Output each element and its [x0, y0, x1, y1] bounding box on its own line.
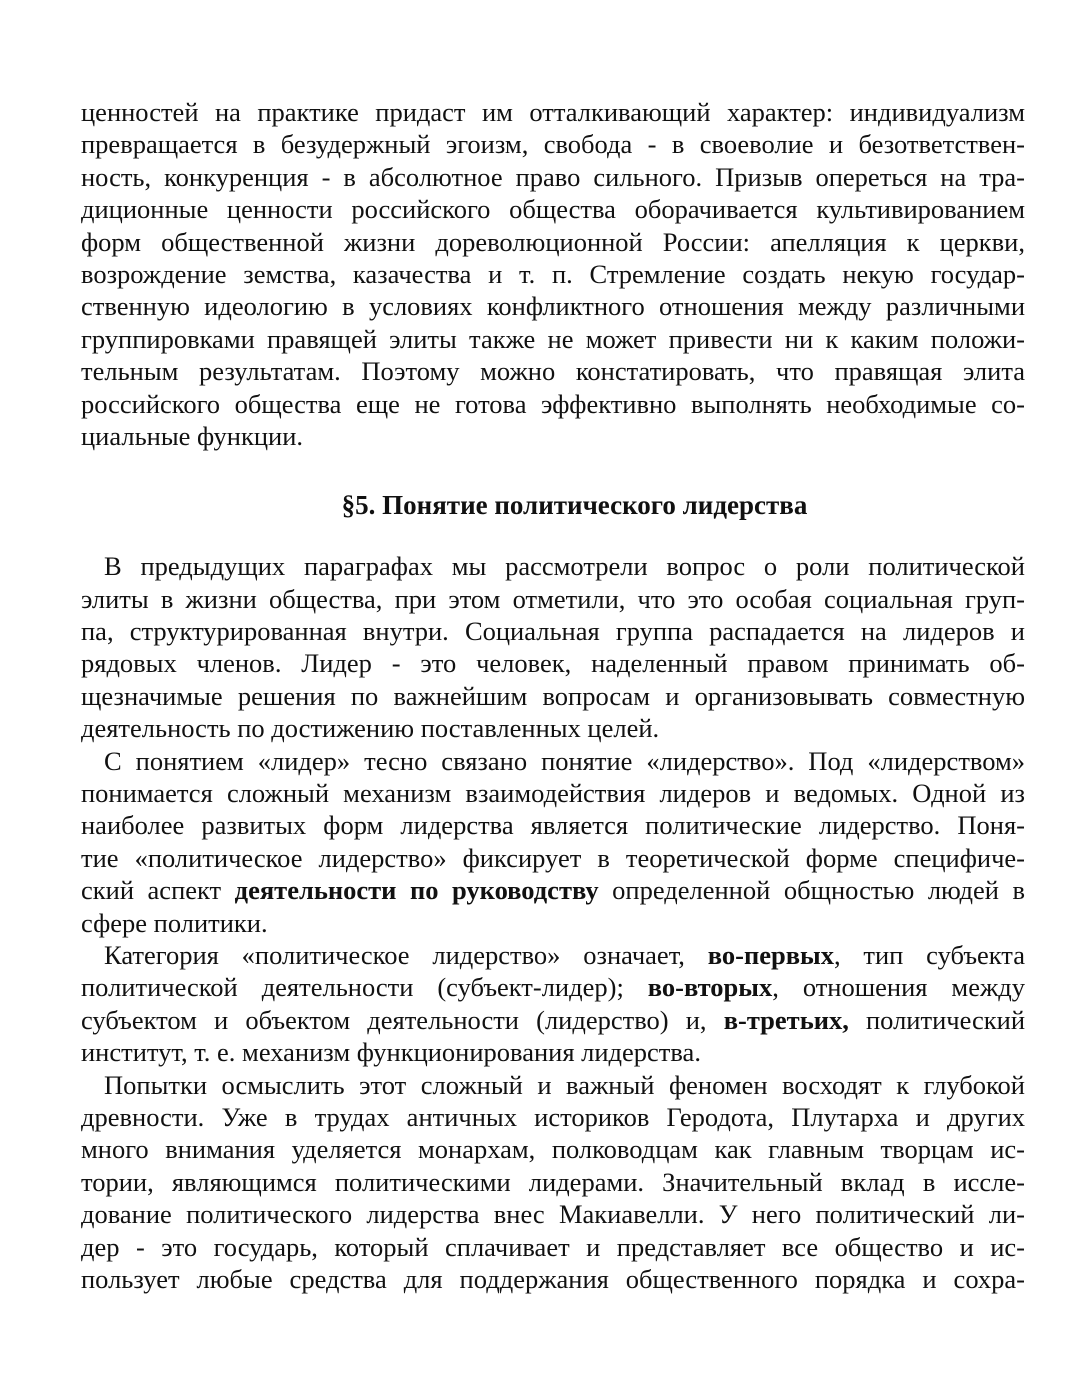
- text-line: щезначимые решения по важнейшим вопросам и организовывать совместную: [81, 680, 1025, 711]
- text-line: ственную идеологию в условиях конфликтного отношения между различными: [81, 291, 1025, 322]
- text-line: дер - это государь, который сплачивает и представляет все общество и ис-: [81, 1231, 1025, 1262]
- text-line: ценностей на практике придаст им отталкивающий характер: индивидуализм: [81, 97, 1025, 127]
- bold-term: в-третьих,: [723, 1004, 849, 1035]
- text-line: ность, конкуренция - в абсолютное право сильного. Призыв опереться на тра-: [81, 161, 1025, 192]
- text-line: группировками правящей элиты также не может привести ни к каким положи-: [81, 323, 1025, 354]
- text-run: , отношения между: [772, 972, 1025, 1003]
- text-line: тие «политическое лидерство» фиксирует в теоретической форме специфиче-: [81, 842, 1025, 873]
- text-line: циальные функции.: [81, 420, 304, 451]
- text-line: диционные ценности российского общества оборачивается культивированием: [81, 194, 1025, 225]
- text-line: [81, 939, 1025, 971]
- text-line: российского общества еще не готова эффективно выполнять необходимые со-: [81, 388, 1025, 419]
- text-run: определенной общностью людей в: [598, 875, 1025, 906]
- text-line: возрождение земства, казачества и т. п. Стремление создать некую государ-: [81, 258, 1025, 289]
- text-run: субъектом и объектом деятельности (лидерство) и,: [81, 1004, 724, 1035]
- text-line: [81, 971, 1025, 1003]
- bold-term: во-первых: [707, 939, 834, 970]
- text-line: па, структурированная внутри. Социальная группа распадается на лидеров и: [81, 616, 1025, 647]
- text-line: [81, 1004, 1025, 1036]
- text-line: элиты в жизни общества, при этом отметили, что это особая социальная груп-: [81, 583, 1025, 614]
- text-line: Попытки осмыслить этот сложный и важный феномен восходят к глубокой: [104, 1069, 1025, 1100]
- paragraph-1: [81, 550, 1025, 744]
- text-line: С понятием «лидер» тесно связано понятие «лидерство». Под «лидерством»: [104, 745, 1025, 776]
- text-line: древности. Уже в трудах античных историков Геродота, Плутарха и других: [81, 1101, 1025, 1132]
- page-body: [81, 96, 1025, 1295]
- paragraph-2: [81, 745, 1025, 939]
- text-line: деятельность по достижению поставленных целей.: [81, 713, 660, 744]
- text-line: сфере политики.: [81, 907, 268, 938]
- text-line: наиболее развитых форм лидерства является политические лидерство. Поня-: [81, 810, 1025, 841]
- text-run: Категория «политическое лидерство» означает,: [104, 939, 708, 970]
- top-paragraph: [81, 96, 1025, 452]
- text-run: политический: [848, 1004, 1025, 1035]
- text-line: В предыдущих параграфах мы рассмотрели вопрос о роли политической: [104, 551, 1025, 582]
- paragraph-3: [81, 939, 1025, 1069]
- text-line: превращается в безудержный эгоизм, свобода - в своеволие и безответствен-: [81, 129, 1025, 160]
- text-line: тельным результатам. Поэтому можно констатировать, что правящая элита: [81, 356, 1025, 387]
- text-line: рядовых членов. Лидер - это человек, наделенный правом принимать об-: [81, 648, 1025, 679]
- paragraph-4: [81, 1069, 1025, 1296]
- text-line: много внимания уделяется монархам, полководцам как главным творцам ис-: [81, 1134, 1025, 1165]
- text-line: форм общественной жизни дореволюционной России: апелляция к церкви,: [81, 226, 1025, 257]
- text-run: ский аспект: [81, 875, 235, 906]
- text-line: понимается сложный механизм взаимодействия лидеров и ведомых. Одной из: [81, 778, 1025, 809]
- text-run: , тип субъекта: [833, 939, 1025, 970]
- text-line: [81, 874, 1025, 906]
- bold-term: во-вторых: [647, 972, 773, 1003]
- text-run: политической деятельности (субъект-лидер);: [81, 972, 648, 1003]
- text-line: тории, являющимся политическими лидерами. Значительный вклад в иссле-: [81, 1166, 1025, 1197]
- text-line: пользует любые средства для поддержания общественного порядка и сохра-: [81, 1263, 1025, 1294]
- section-heading: §5. Понятие политического лидерства: [341, 490, 808, 521]
- text-line: дование политического лидерства внес Макиавелли. У него политический ли-: [81, 1199, 1025, 1230]
- bold-term: деятельности по руководству: [234, 875, 599, 906]
- text-line: институт, т. е. механизм функционирования лидерства.: [81, 1037, 701, 1068]
